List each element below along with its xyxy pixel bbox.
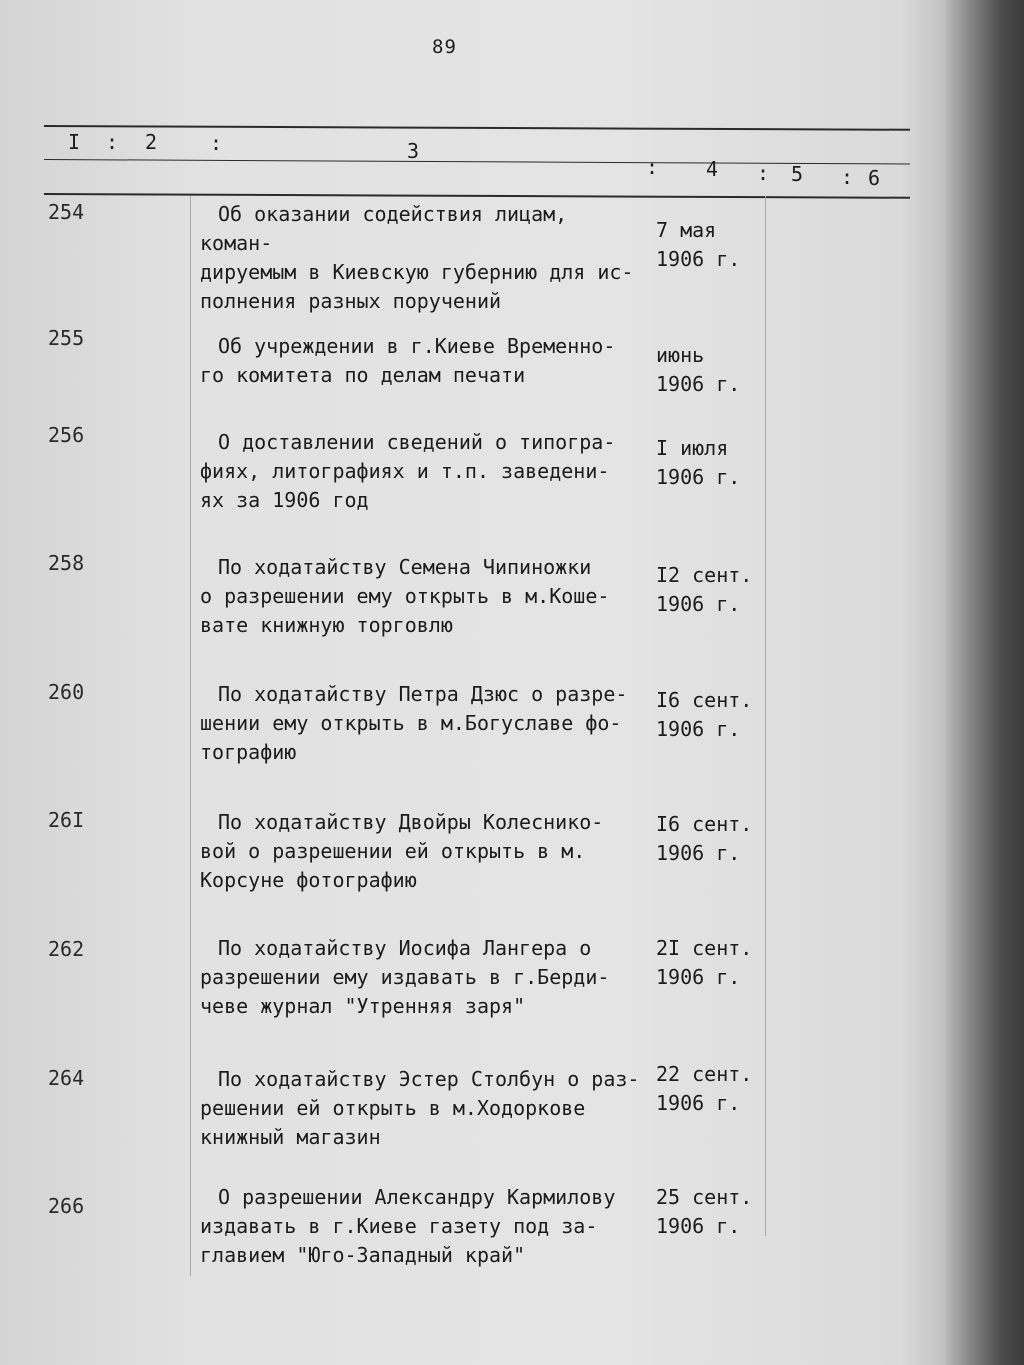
entry-title: По ходатайству Эстер Столбун о раз- решении ей открыть в м.Ходоркове книжный магазин (200, 1067, 640, 1149)
paper-edge-shadow (945, 0, 1024, 1365)
column-separator: : (841, 165, 854, 189)
column-number-1: I (68, 130, 81, 154)
entry-date: I6 сент. 1906 г. (656, 688, 753, 741)
header-bottom-rule (44, 193, 910, 199)
entry-number: 264 (48, 1066, 85, 1090)
entry-number: 256 (48, 423, 85, 447)
column-separator: : (106, 130, 119, 154)
entry-date: I июля 1906 г. (656, 436, 741, 489)
column-separator: : (646, 155, 659, 179)
entry-number: 254 (48, 200, 85, 224)
column-number-5: 5 (791, 162, 804, 186)
column-divider-right (765, 196, 766, 1236)
entry-date: I6 сент. 1906 г. (656, 812, 753, 865)
column-separator: : (210, 131, 223, 155)
entry-title: О доставлении сведений о типогра- фиях, литографиях и т.п. заведени- ях за 1906 год (200, 430, 616, 512)
entry-title: По ходатайству Петра Дзюс о разре- шении ему открыть в м.Богуславе фо- тографию (200, 682, 628, 764)
entry-number: 26I (48, 808, 85, 832)
header-middle-rule (44, 159, 910, 165)
column-separator: : (757, 161, 770, 185)
entry-number: 260 (48, 680, 85, 704)
column-number-6: 6 (868, 166, 881, 190)
entry-date: июнь 1906 г. (656, 343, 741, 396)
entry-number: 266 (48, 1194, 85, 1218)
entry-date: 2I сент. 1906 г. (656, 936, 753, 989)
entry-title: По ходатайству Семена Чипиножки о разрешении ему открыть в м.Коше- вате книжную торговлю (200, 555, 610, 637)
column-number-2: 2 (145, 130, 158, 154)
page-number: 89 (432, 36, 457, 58)
entry-number: 258 (48, 551, 85, 575)
entry-date: I2 сент. 1906 г. (656, 563, 753, 616)
entry-title: По ходатайству Иосифа Лангера о разрешении ему издавать в г.Берди- чеве журнал "Утренняя заря" (200, 936, 610, 1018)
header-top-rule (44, 125, 910, 131)
entry-number: 262 (48, 937, 85, 961)
entry-title: Об оказании содействия лицам, коман- дируемым в Киевскую губернию для ис- полнения разных поручений (200, 202, 634, 313)
entry-date: 7 мая 1906 г. (656, 218, 741, 271)
column-number-3: 3 (407, 139, 420, 163)
entry-date: 25 сент. 1906 г. (656, 1185, 753, 1238)
entry-date: 22 сент. 1906 г. (656, 1062, 753, 1115)
entry-title: О разрешении Александру Кармилову издавать в г.Киеве газету под за- главием "Юго-Западный край" (200, 1185, 616, 1267)
column-number-4: 4 (706, 157, 719, 181)
entry-title: По ходатайству Двойры Колеснико- вой о разрешении ей открыть в м. Корсуне фотографию (200, 810, 604, 892)
entry-number: 255 (48, 326, 85, 350)
column-divider-left (190, 196, 191, 1276)
entry-title: Об учреждении в г.Киеве Временно- го комитета по делам печати (200, 334, 616, 387)
